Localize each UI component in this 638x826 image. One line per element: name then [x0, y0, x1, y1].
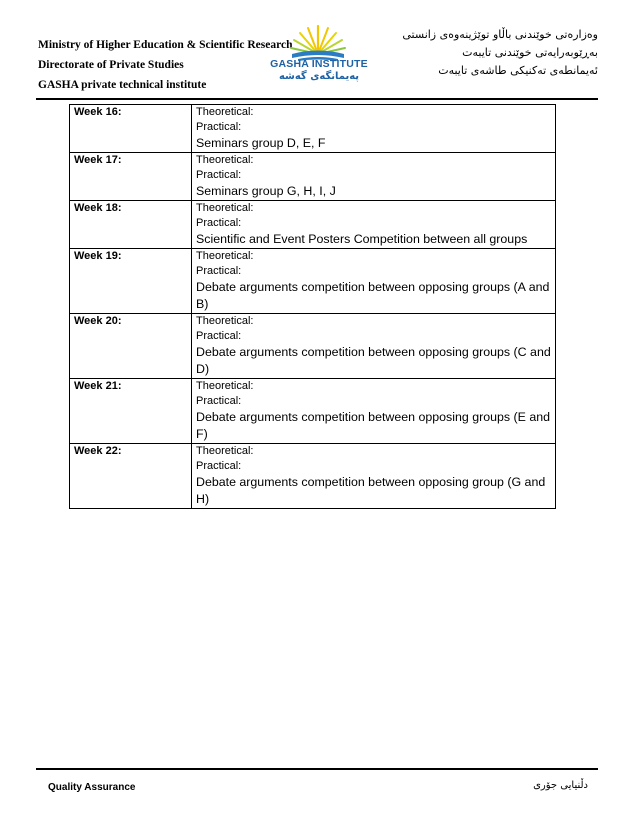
week-content [192, 379, 556, 444]
ministry-line: Ministry of Higher Education & Scientific Research [38, 39, 293, 51]
header-institution-ku [402, 28, 598, 82]
week-label: Week 20: [70, 314, 192, 379]
table-row [70, 201, 556, 249]
logo-native-name: پەیمانگەی گەشە [278, 71, 360, 82]
logo-name: GASHA INSTITUTE [270, 58, 368, 70]
institute-line-ku: ئەیمانطەی تەکنیکی طاشەی تایبەت [438, 64, 598, 77]
activity-text: Debate arguments competition between opposing groups (E and F) [196, 410, 551, 441]
theoretical-label: Theoretical: [196, 106, 254, 118]
week-label: Week 22: [70, 444, 192, 509]
week-label: Week 17: [70, 153, 192, 201]
practical-label: Practical: [196, 460, 242, 472]
theoretical-label: Theoretical: [196, 380, 254, 392]
ministry-line-ku: وەزارەتی خوێندنی باڵاو توێژینەوەی زانستی [402, 28, 598, 41]
practical-label: Practical: [196, 121, 242, 133]
table-row [70, 153, 556, 201]
table-row [70, 105, 556, 153]
practical-label: Practical: [196, 395, 242, 407]
activity-text: Debate arguments competition between opposing groups (A and B) [196, 280, 550, 311]
week-content [192, 314, 556, 379]
footer-divider [36, 768, 598, 770]
week-label: Week 21: [70, 379, 192, 444]
table-row [70, 379, 556, 444]
practical-label: Practical: [196, 217, 242, 229]
directorate-line: Directorate of Private Studies [38, 59, 184, 71]
theoretical-label: Theoretical: [196, 315, 254, 327]
table-row [70, 444, 556, 509]
theoretical-label: Theoretical: [196, 445, 254, 457]
sunrise-logo-icon [262, 22, 374, 62]
header-divider [36, 98, 598, 100]
week-content [192, 444, 556, 509]
week-content [192, 201, 556, 249]
week-content [192, 105, 556, 153]
header-institution-en [38, 38, 292, 98]
activity-text: Seminars group D, E, F [196, 136, 326, 150]
practical-label: Practical: [196, 330, 242, 342]
activity-text: Debate arguments competition between opposing group (G and H) [196, 475, 546, 506]
activity-text: Seminars group G, H, I, J [196, 184, 336, 198]
week-content [192, 249, 556, 314]
directorate-line-ku: بەڕێوبەرایەتی خوێندنی تایبەت [462, 46, 598, 59]
theoretical-label: Theoretical: [196, 154, 254, 166]
footer-quality-assurance-ku: دڵنیایی جۆری [533, 780, 588, 791]
activity-text: Debate arguments competition between opposing groups (C and D) [196, 345, 551, 376]
week-label: Week 19: [70, 249, 192, 314]
activity-text: Scientific and Event Posters Competition between all groups [196, 232, 528, 246]
theoretical-label: Theoretical: [196, 202, 254, 214]
gasha-logo [262, 22, 374, 90]
footer-quality-assurance: Quality Assurance [48, 782, 136, 793]
table-row [70, 314, 556, 379]
practical-label: Practical: [196, 265, 242, 277]
table-row [70, 249, 556, 314]
practical-label: Practical: [196, 169, 242, 181]
week-content [192, 153, 556, 201]
theoretical-label: Theoretical: [196, 250, 254, 262]
weekly-schedule-table [69, 104, 556, 509]
institute-line: GASHA private technical institute [38, 79, 207, 91]
week-label: Week 18: [70, 201, 192, 249]
week-label: Week 16: [70, 105, 192, 153]
